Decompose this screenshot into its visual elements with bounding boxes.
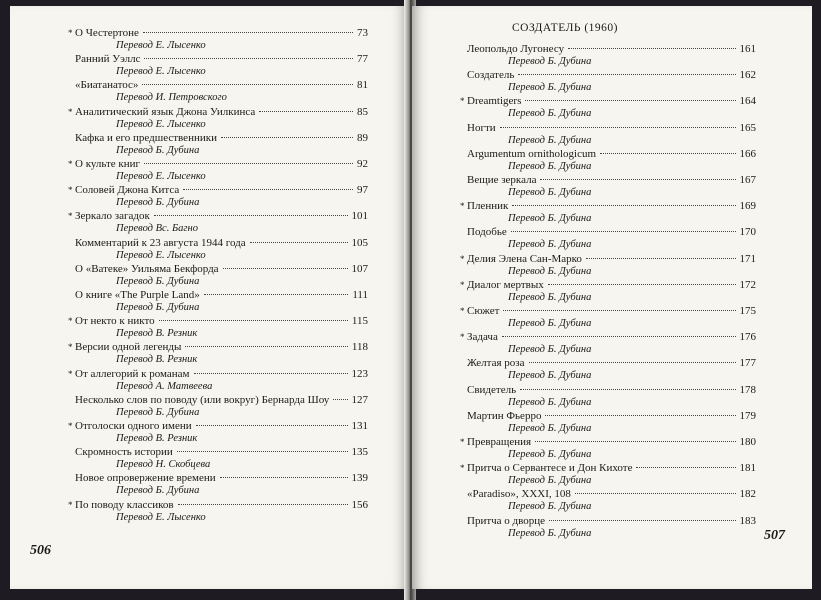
toc-title: Новое опровержение времени: [75, 472, 216, 485]
toc-title: По поводу классиков: [75, 498, 174, 511]
toc-title: Пленник: [467, 200, 509, 213]
toc-title: О Честертоне: [75, 27, 139, 39]
toc-title-line: [68, 420, 368, 433]
toc-entry: [460, 253, 756, 278]
dot-leader: [512, 204, 735, 206]
toc-page-number: 107: [351, 262, 368, 275]
toc-page-number: 101: [351, 210, 368, 223]
left-toc-list: [10, 6, 408, 589]
toc-translator: Перевод В. Резник: [116, 354, 198, 366]
toc-title-line: [460, 410, 756, 423]
dot-leader: [196, 424, 348, 426]
toc-translator: Перевод Б. Дубина: [508, 265, 592, 277]
dot-leader: [159, 319, 348, 321]
toc-title: Dreamtigers: [467, 95, 522, 108]
toc-translator: Перевод В. Резник: [116, 433, 198, 444]
toc-page-number: 180: [739, 436, 756, 448]
toc-title: Притча о Сервантесе и Дон Кихоте: [467, 462, 633, 475]
toc-entry: [68, 132, 368, 157]
dot-leader: [600, 152, 735, 154]
toc-translator: Перевод Б. Дубина: [116, 197, 200, 209]
toc-entry: [68, 237, 368, 262]
toc-translator: Перевод Б. Дубина: [508, 56, 592, 67]
toc-page-number: 182: [739, 488, 756, 501]
toc-translator: Перевод И. Петровского: [116, 92, 227, 104]
dot-leader: [250, 241, 348, 243]
toc-title-line: [460, 462, 756, 475]
dot-leader: [178, 503, 348, 505]
toc-translator: Перевод В. Резник: [116, 328, 198, 340]
toc-page-number: 183: [739, 514, 756, 527]
asterisk-mark: *: [68, 316, 73, 327]
dot-leader: [503, 309, 735, 311]
toc-page-number: 85: [357, 105, 368, 118]
toc-title: Создатель: [467, 69, 515, 82]
toc-entry: [68, 341, 368, 366]
dot-leader: [511, 230, 736, 232]
toc-title: О культе книг: [75, 158, 141, 170]
toc-translator: Перевод Б. Дубина: [508, 291, 592, 303]
left-page-number: 506: [30, 543, 51, 558]
toc-title: Версии одной легенды: [75, 341, 182, 354]
toc-title: Диалог мертвых: [467, 278, 544, 291]
dot-leader: [177, 450, 348, 452]
toc-page-number: 139: [351, 472, 368, 485]
toc-page-number: 73: [357, 27, 368, 39]
toc-title-line: [68, 368, 368, 381]
toc-title-line: [68, 237, 368, 250]
asterisk-mark: *: [68, 185, 73, 196]
toc-title-line: [460, 436, 756, 449]
asterisk-mark: *: [68, 368, 73, 379]
toc-translator: Перевод Б. Дубина: [508, 396, 592, 408]
toc-entry: [68, 315, 368, 340]
asterisk-mark: *: [460, 306, 465, 316]
toc-title-line: [68, 210, 368, 223]
toc-title-line: [460, 122, 756, 135]
toc-title: Скромность истории: [75, 446, 173, 459]
toc-title-line: [68, 263, 368, 276]
toc-translator: Перевод Вс. Багно: [116, 223, 198, 235]
toc-title: Комментарий к 23 августа 1944 года: [75, 236, 246, 249]
asterisk-mark: *: [68, 499, 73, 510]
toc-title: От аллегорий к романам: [75, 367, 190, 380]
toc-title: От некто к никто: [75, 315, 155, 328]
right-page-number: 507: [764, 528, 785, 543]
asterisk-mark: *: [68, 421, 73, 431]
dot-leader: [143, 31, 353, 33]
toc-title: Аналитический язык Джона Уилкинса: [75, 105, 256, 118]
toc-entry: [68, 289, 368, 314]
dot-leader: [520, 388, 735, 390]
toc-translator: Перевод Б. Дубина: [116, 302, 200, 313]
dot-leader: [525, 99, 735, 101]
toc-title-line: [68, 394, 368, 407]
dot-leader: [183, 188, 353, 190]
toc-translator: Перевод Е. Лысенко: [116, 40, 206, 51]
toc-page-number: 105: [351, 236, 368, 249]
toc-page-number: 81: [357, 79, 368, 92]
toc-page-number: 171: [739, 252, 756, 265]
toc-title-line: [68, 184, 368, 197]
dot-leader: [144, 57, 353, 59]
toc-entry: [460, 279, 756, 304]
toc-translator: Перевод Е. Лысенко: [116, 171, 206, 182]
toc-title-line: [460, 488, 756, 501]
left-page: [10, 6, 408, 589]
toc-title-line: [460, 226, 756, 239]
toc-entry: [68, 210, 368, 235]
toc-page-number: 131: [351, 420, 368, 432]
asterisk-mark: *: [68, 342, 73, 353]
toc-entry: [460, 488, 756, 513]
toc-translator: Перевод Б. Дубина: [508, 134, 592, 146]
dot-leader: [545, 414, 735, 416]
toc-title: Несколько слов по поводу (или вокруг) Бернарда Шоу: [75, 393, 330, 406]
toc-title-line: [68, 472, 368, 485]
asterisk-mark: *: [460, 437, 465, 447]
toc-translator: Перевод Е. Лысенко: [116, 249, 206, 261]
toc-page-number: 165: [739, 121, 756, 134]
asterisk-mark: *: [460, 253, 465, 264]
toc-title: Ранний Уэллс: [75, 53, 141, 66]
toc-page-number: 97: [357, 184, 368, 197]
toc-entry: [68, 158, 368, 183]
toc-title-line: [68, 53, 368, 66]
toc-entry: [460, 148, 756, 173]
dot-leader: [636, 466, 735, 468]
asterisk-mark: *: [460, 201, 465, 212]
toc-page-number: 162: [739, 69, 756, 82]
toc-title-line: [68, 132, 368, 145]
toc-entry: [460, 462, 756, 487]
toc-entry: [68, 420, 368, 445]
toc-entry: [460, 410, 756, 435]
toc-title-line: [460, 200, 756, 213]
toc-title-line: [460, 253, 756, 266]
toc-translator: Перевод Е. Лысенко: [116, 511, 206, 523]
asterisk-mark: *: [460, 279, 465, 290]
asterisk-mark: *: [68, 106, 73, 117]
toc-translator: Перевод Б. Дубина: [508, 370, 592, 382]
right-toc-list: [412, 6, 812, 589]
toc-title: Подобье: [467, 226, 507, 239]
toc-title-line: [460, 148, 756, 161]
toc-entry: [460, 384, 756, 409]
toc-entry: [68, 499, 368, 524]
toc-page-number: 156: [351, 498, 368, 511]
toc-title: Превращения: [467, 436, 532, 448]
toc-title-line: [460, 95, 756, 108]
toc-entry: [460, 174, 756, 199]
toc-title-line: [460, 174, 756, 187]
dot-leader: [185, 345, 347, 347]
toc-entry: [68, 106, 368, 131]
toc-entry: [68, 53, 368, 78]
toc-title-line: [68, 289, 368, 302]
toc-entry: [460, 43, 756, 68]
toc-page-number: 118: [351, 341, 368, 354]
dot-leader: [220, 476, 348, 478]
toc-entry: [68, 394, 368, 419]
toc-entry: [68, 472, 368, 497]
toc-title: Леопольдо Лугонесу: [467, 43, 565, 55]
toc-entry: [460, 69, 756, 94]
asterisk-mark: *: [460, 332, 465, 343]
toc-page-number: 172: [739, 278, 756, 291]
toc-translator: Перевод А. Матвеева: [116, 380, 213, 392]
asterisk-mark: *: [68, 159, 73, 169]
toc-title: Соловей Джона Китса: [75, 184, 180, 197]
toc-title-line: [68, 499, 368, 512]
section-heading: СОЗДАТЕЛЬ (1960): [512, 22, 619, 34]
toc-title-line: [460, 279, 756, 292]
toc-page-number: 179: [739, 409, 756, 422]
toc-translator: Перевод Б. Дубина: [116, 144, 200, 156]
toc-entry: [460, 357, 756, 382]
toc-entry: [68, 446, 368, 471]
toc-translator: Перевод Б. Дубина: [508, 213, 592, 225]
toc-title: Кафка и его предшественники: [75, 131, 217, 144]
asterisk-mark: *: [460, 463, 465, 474]
dot-leader: [333, 398, 347, 400]
asterisk-mark: *: [68, 211, 73, 222]
toc-title: Свидетель: [467, 383, 517, 396]
toc-entry: [460, 305, 756, 330]
toc-title: Мартин Фьерро: [467, 409, 542, 422]
toc-page-number: 92: [357, 158, 368, 170]
dot-leader: [502, 335, 736, 337]
toc-page-number: 161: [739, 43, 756, 55]
toc-translator: Перевод Б. Дубина: [116, 406, 200, 418]
toc-entry: [68, 27, 368, 52]
toc-title-line: [460, 384, 756, 397]
toc-title: Сюжет: [467, 305, 500, 317]
dot-leader: [586, 257, 736, 259]
dot-leader: [500, 126, 736, 128]
toc-page-number: 77: [357, 53, 368, 66]
toc-translator: Перевод Б. Дубина: [508, 449, 592, 460]
toc-title-line: [460, 515, 756, 528]
toc-page-number: 178: [739, 383, 756, 396]
toc-title: Отголоски одного имени: [75, 420, 192, 432]
toc-translator: Перевод Б. Дубина: [508, 422, 592, 434]
dot-leader: [194, 372, 348, 374]
toc-title-line: [68, 106, 368, 119]
toc-entry: [460, 515, 756, 540]
toc-title: Задача: [467, 331, 498, 344]
toc-translator: Перевод Б. Дубина: [508, 475, 592, 487]
dot-leader: [142, 83, 353, 85]
toc-title: Желтая роза: [467, 357, 525, 370]
toc-title: «Paradiso», XXXI, 108: [467, 488, 571, 501]
toc-translator: Перевод Е. Лысенко: [116, 66, 206, 78]
toc-page-number: 123: [351, 367, 368, 380]
toc-translator: Перевод Н. Скобцева: [116, 459, 211, 471]
toc-translator: Перевод Б. Дубина: [508, 82, 592, 94]
toc-entry: [68, 184, 368, 209]
asterisk-mark: *: [68, 28, 73, 38]
toc-page-number: 181: [739, 462, 756, 475]
right-page: [412, 6, 812, 589]
toc-title: Argumentum ornithologicum: [467, 147, 597, 160]
toc-title-line: [68, 79, 368, 92]
toc-title: Зеркало загадок: [75, 210, 150, 223]
dot-leader: [568, 47, 735, 49]
toc-title-line: [460, 331, 756, 344]
toc-title: Притча о дворце: [467, 514, 546, 527]
toc-title-line: [68, 158, 368, 171]
toc-translator: Перевод Б. Дубина: [508, 344, 592, 356]
toc-title-line: [460, 43, 756, 56]
toc-page-number: 166: [739, 147, 756, 160]
toc-title-line: [460, 305, 756, 318]
toc-entry: [460, 436, 756, 461]
toc-title: Вещие зеркала: [467, 174, 537, 186]
toc-page-number: 175: [739, 305, 756, 317]
toc-title-line: [460, 69, 756, 82]
toc-translator: Перевод Б. Дубина: [508, 160, 592, 172]
toc-page-number: 135: [351, 446, 368, 459]
toc-translator: Перевод Б. Дубина: [116, 485, 200, 497]
toc-title-line: [68, 341, 368, 354]
toc-title: О книге «The Purple Land»: [75, 289, 200, 301]
dot-leader: [221, 136, 353, 138]
toc-translator: Перевод Б. Дубина: [116, 275, 200, 287]
toc-title: Делия Элена Сан-Марко: [467, 252, 582, 265]
dot-leader: [518, 73, 735, 75]
dot-leader: [548, 283, 736, 285]
dot-leader: [204, 293, 349, 295]
toc-page-number: 111: [352, 289, 368, 301]
toc-page-number: 176: [739, 331, 756, 344]
dot-leader: [144, 162, 353, 164]
toc-title: О «Ватеке» Уильяма Бекфорда: [75, 262, 219, 275]
dot-leader: [529, 361, 736, 363]
toc-entry: [68, 263, 368, 288]
toc-entry: [68, 79, 368, 104]
dot-leader: [535, 440, 735, 442]
dot-leader: [259, 110, 353, 112]
toc-page-number: 169: [739, 200, 756, 213]
toc-translator: Перевод Б. Дубина: [508, 239, 592, 251]
toc-title-line: [68, 27, 368, 40]
toc-title-line: [460, 357, 756, 370]
toc-translator: Перевод Б. Дубина: [508, 108, 592, 120]
toc-title-line: [68, 446, 368, 459]
toc-page-number: 167: [739, 174, 756, 186]
toc-page-number: 89: [357, 131, 368, 144]
toc-title-line: [68, 315, 368, 328]
toc-page-number: 115: [351, 315, 368, 328]
dot-leader: [549, 519, 735, 521]
toc-translator: Перевод Б. Дубина: [508, 501, 592, 513]
toc-page-number: 127: [351, 393, 368, 406]
dot-leader: [223, 267, 348, 269]
toc-title: «Биатанатос»: [75, 79, 139, 92]
toc-entry: [460, 200, 756, 225]
asterisk-mark: *: [460, 96, 465, 107]
toc-entry: [68, 368, 368, 393]
toc-page-number: 164: [739, 95, 756, 108]
toc-entry: [460, 95, 756, 120]
toc-entry: [460, 331, 756, 356]
toc-title: Ногти: [467, 121, 496, 134]
dot-leader: [154, 214, 348, 216]
dot-leader: [540, 178, 735, 180]
toc-translator: Перевод Е. Лысенко: [116, 118, 206, 130]
toc-translator: Перевод Б. Дубина: [508, 527, 592, 539]
toc-entry: [460, 226, 756, 251]
toc-translator: Перевод Б. Дубина: [508, 187, 592, 198]
toc-page-number: 170: [739, 226, 756, 239]
toc-entry: [460, 122, 756, 147]
dot-leader: [575, 492, 736, 494]
toc-translator: Перевод Б. Дубина: [508, 318, 592, 329]
toc-page-number: 177: [739, 357, 756, 370]
